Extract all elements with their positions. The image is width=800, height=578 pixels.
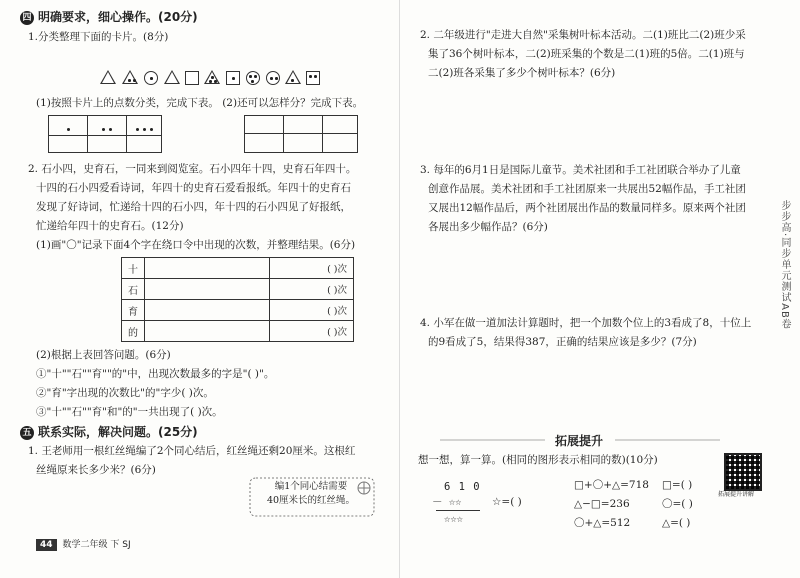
other-sort-table — [244, 115, 358, 153]
extension-title: 拓展提升 — [555, 434, 604, 448]
extension-instruction: 想一想，算一算。(相同的图形表示相同的数)(10分) — [418, 454, 658, 466]
r-q3-line1: 3. 每年的6月1日是国际儿童节。美术社团和手工社团联合举办了儿童 — [420, 164, 741, 176]
section-number: 五 — [20, 426, 34, 440]
q2-item2: ②"育"字出现的次数比"的"字少( )次。 — [36, 387, 214, 399]
section-four-heading — [20, 8, 198, 25]
vertical-sum-top: 6 1 0 — [444, 481, 481, 493]
tally-count: ( )次 — [270, 258, 354, 279]
tally-char: 育 — [122, 300, 145, 321]
sum-line — [436, 510, 480, 511]
knot-note — [265, 480, 357, 508]
star-answer: ☆=( ) — [492, 496, 522, 508]
dot-count-table — [48, 115, 162, 153]
r-q4-line2: 的9看成了5，结果得387，正确的结果应该是多少？(7分) — [428, 336, 697, 348]
section-number: 四 — [20, 11, 34, 25]
tally-char: 石 — [122, 279, 145, 300]
circle-card — [266, 71, 280, 85]
qr-label: 拓展提升讲解 — [718, 491, 755, 498]
tally-count: ( )次 — [270, 300, 354, 321]
vertical-sum-minus: － ☆☆ — [432, 496, 462, 508]
q2-line4: 忙递给年四十的史育石。(12分) — [36, 220, 184, 232]
triangle-card — [100, 70, 116, 84]
book-series-sidebar: 步步高·同步单元测试AB卷 — [779, 200, 790, 330]
circle-answer: 〇=( ) — [662, 498, 693, 510]
square-answer: □=( ) — [662, 479, 693, 491]
page-divider — [399, 0, 400, 578]
tally-count: ( )次 — [270, 321, 354, 342]
r-q2-line1: 2. 二年级进行"走进大自然"采集树叶标本活动。二(1)班比二(2)班少采 — [420, 29, 746, 41]
square-card — [306, 71, 320, 85]
note-line: 编1个同心结需要 — [274, 481, 348, 492]
r-q3-line4: 各展出多少幅作品？(6分) — [428, 221, 548, 233]
vertical-sum-bottom: ☆☆☆ — [444, 513, 463, 525]
r-q2-line2: 集了36个树叶标本，二(2)班采集的个数是二(1)班的5倍。二(1)班与 — [428, 48, 745, 60]
r-q3-line3: 又展出12幅作品后，两个社团展出作品的数量同样多。原来两个社团 — [428, 202, 746, 214]
q2-line3: 发现了好诗词，忙递给十四的石小四，年十四的石小四见了好报纸， — [36, 201, 351, 213]
q2-line1: 2. 石小四，史育石，一同来到阅览室。石小四年十四，史育石年四十。 — [28, 163, 357, 175]
tally-count: ( )次 — [270, 279, 354, 300]
q2-item1: ①"十""石""育""的"中，出现次数最多的字是"( )"。 — [36, 368, 275, 380]
r-q3-line2: 创意作品展。美术社团和手工社团原来一共展出52幅作品，手工社团 — [428, 183, 746, 195]
r-q4-line1: 4. 小军在做一道加法计算题时，把一个加数个位上的3看成了8，十位上 — [420, 317, 752, 329]
triangle-card — [122, 70, 138, 84]
footer-text: 数学二年级 下 SJ — [62, 540, 131, 550]
q2-part2: (2)根据上表回答问题。(6分) — [36, 349, 171, 361]
section-title: 明确要求，细心操作。(20分) — [38, 10, 198, 24]
q2-line2: 十四的石小四爱看诗词，年四十的史育石爱看报纸。年四十的史育石 — [36, 182, 351, 194]
equation-2: △−□=236 — [574, 498, 630, 510]
q1-subquestions: (1)按照卡片上的点数分类，完成下表。 (2)还可以怎样分？完成下表。 — [36, 97, 364, 109]
q51-line2: 丝绳原来长多少米？(6分) — [36, 464, 156, 476]
q2-line5: (1)画"〇"记录下面4个字在绕口令中出现的次数，并整理结果。(6分) — [36, 239, 356, 251]
triangle-card — [285, 70, 301, 84]
section-title: 联系实际，解决问题。(25分) — [38, 425, 198, 439]
q1-title: 1.分类整理下面的卡片。(8分) — [28, 31, 169, 43]
equation-3: 〇+△=512 — [574, 517, 631, 529]
q51-line1: 1. 王老师用一根红丝绳编了2个同心结后，红丝绳还剩20厘米。这根红 — [28, 445, 356, 457]
tally-char: 十 — [122, 258, 145, 279]
triangle-answer: △=( ) — [662, 517, 691, 529]
square-card — [185, 71, 199, 85]
q2-item3: ③"十""石""育"和"的"一共出现了( )次。 — [36, 406, 223, 418]
triangle-card — [164, 70, 180, 84]
page-number: 44 — [36, 539, 57, 551]
r-q2-line3: 二(2)班各采集了多少个树叶标本？(6分) — [428, 67, 616, 79]
circle-card — [246, 71, 260, 85]
equation-1: □+〇+△=718 — [574, 479, 649, 491]
qr-code[interactable] — [724, 453, 762, 491]
page-footer — [36, 537, 131, 551]
section-five-heading — [20, 423, 198, 440]
tally-table — [121, 257, 354, 342]
note-line: 40厘米长的红丝绳。 — [266, 495, 356, 506]
tally-char: 的 — [122, 321, 145, 342]
